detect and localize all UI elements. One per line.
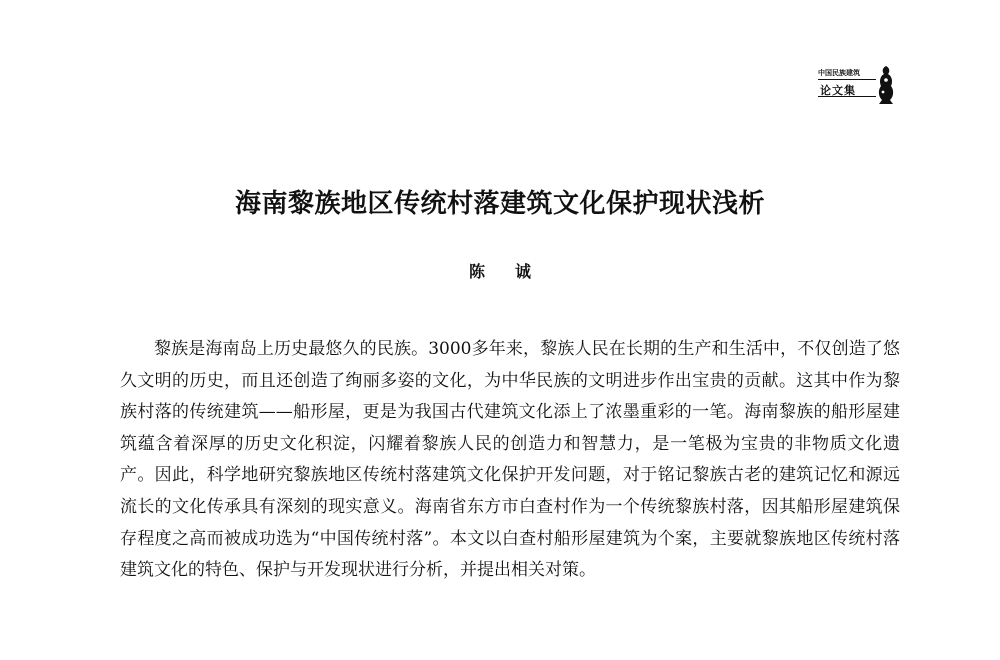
header-rule-top [818,79,876,80]
series-subtitle: 论文集 [820,84,856,97]
author-family: 诚 [515,262,532,281]
abstract-paragraph: 黎族是海南岛上历史最悠久的民族。3000多年来，黎族人民在长期的生产和生活中，不仅创造了悠久文明的历史，而且还创造了绚丽多姿的文化，为中华民族的文明进步作出宝贵的贡献。这其中作为黎族村落的传统建筑——船形屋，更是为我国古代建筑文化添上了浓墨重彩的一笔。海南黎族的船形屋建筑蕴含着深厚的历史文化积淀，闪耀着黎族人民的创造力和智慧力，是一笔极为宝贵的非物质文化遗产。因此，科学地研究黎族地区传统村落建筑文化保护开发问题，对于铭记黎族古老的建筑记忆和源远流长的文化传承具有深刻的现实意义。海南省东方市白查村作为一个传统黎族村落，因其船形屋建筑保存程度之高而被成功选为“中国传统村落”。本文以白查村船形屋建筑为个案，主要就黎族地区传统村落建筑文化的特色、保护与开发现状进行分析，并提出相关对策。 [120,339,900,581]
article-title: 海南黎族地区传统村落建筑文化保护现状浅析 [234,189,765,219]
series-header-mark [814,64,896,106]
series-name: 中国民族建筑 [818,68,860,77]
header-rule-bottom [818,96,876,97]
author-name [0,259,1000,282]
decorative-figure-icon [876,64,896,106]
author-given: 陈 [468,262,485,281]
